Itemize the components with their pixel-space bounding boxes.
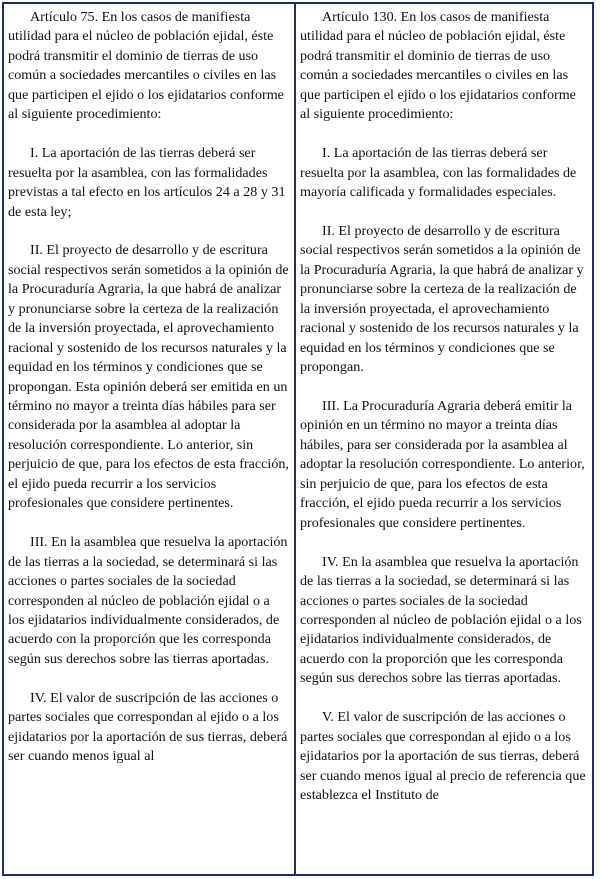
right-paragraph-3: II. El proyecto de desarrollo y de escritura social respectivos serán sometidos a la opinión de la Procuraduría Agraria, la que habrá de analizar y pronunciarse sobre la certeza de la realización de la inversión proyectada, el aprovechamiento racional y sostenido de los recursos naturales y la equidad en los términos y condiciones que se propongan. [300, 222, 584, 376]
right-paragraph-6: V. El valor de suscripción de las acciones o partes sociales que correspondan al ejido o a los ejidatarios por la aportación de sus tierras, deberá ser cuando menos igual al precio de referencia que establezca el Instituto de [300, 709, 586, 804]
left-paragraph-3: II. El proyecto de desarrollo y de escritura social respectivos serán sometidos a la opinión de la Procuraduría Agraria, la que habrá de analizar y pronunciarse sobre la certeza de la realización de la inversión proyectada, el aprovechamiento racional y sostenido de los recursos naturales y la equidad en los términos y condiciones que se propongan. Esta opinión deberá ser emitida en un término no mayor a treinta días hábiles para ser considerada por la asamblea al adoptar la resolución correspondiente. Lo anterior, sin perjuicio de que, para los efectos de esta fracción, el ejido pueda recurrir a los servicios profesionales que considere pertinentes. [8, 242, 289, 512]
left-paragraph-1: Artículo 75. En los casos de manifiesta utilidad para el núcleo de población ejidal, éste podrá transmitir el dominio de tierras de uso común a sociedades mercantiles o civiles en las que participen el ejido o los ejidatarios conforme al siguiente procedimiento: [8, 9, 284, 123]
left-paragraph-4: III. En la asamblea que resuelva la aportación de las tierras a la sociedad, se determinará si las acciones o partes sociales de la sociedad corresponden al núcleo de población ejidal o a los ejidatarios individualmente considerados, de acuerdo con la proporción que les corresponda según sus derechos sobre las tierras aportadas. [8, 534, 288, 667]
left-column [4, 4, 296, 874]
right-paragraph-5: IV. En la asamblea que resuelva la aportación de las tierras a la sociedad, se determinará si las acciones o partes sociales de la sociedad corresponden al núcleo de población ejidal o a los ejidatarios individualmente considerados, de acuerdo con la proporción que les corresponda según sus derechos sobre las tierras aportadas. [300, 553, 582, 687]
right-paragraph-1: Artículo 130. En los casos de manifiesta utilidad para el núcleo de población ejidal, éste podrá transmitir el dominio de tierras de uso común a sociedades mercantiles o civiles en las que participen el ejido o los ejidatarios conforme al siguiente procedimiento: [300, 9, 576, 123]
right-column [296, 4, 592, 874]
right-paragraph-2: I. La aportación de las tierras deberá ser resuelta por la asamblea, con las formalidades de mayoría calificada y formalidades especiales. [300, 145, 577, 201]
comparison-table [2, 2, 594, 876]
left-paragraph-5: IV. El valor de suscripción de las acciones o partes sociales que correspondan al ejido o a los ejidatarios por la aportación de sus tierras, deberá ser cuando menos igual al [8, 689, 288, 765]
left-paragraph-2: I. La aportación de las tierras deberá ser resuelta por la asamblea, con las formalidades previstas a tal efecto en los artículos 24 a 28 y 31 de esta ley; [8, 145, 286, 220]
right-paragraph-4: III. La Procuraduría Agraria deberá emitir la opinión en un término no mayor a treinta días hábiles, para ser considerada por la asamblea al adoptar la resolución correspondiente. Lo anterior, sin perjuicio de que, para los efectos de esta fracción, el ejido pueda recurrir a los servicios profesionales que considere pertinentes. [300, 398, 585, 531]
